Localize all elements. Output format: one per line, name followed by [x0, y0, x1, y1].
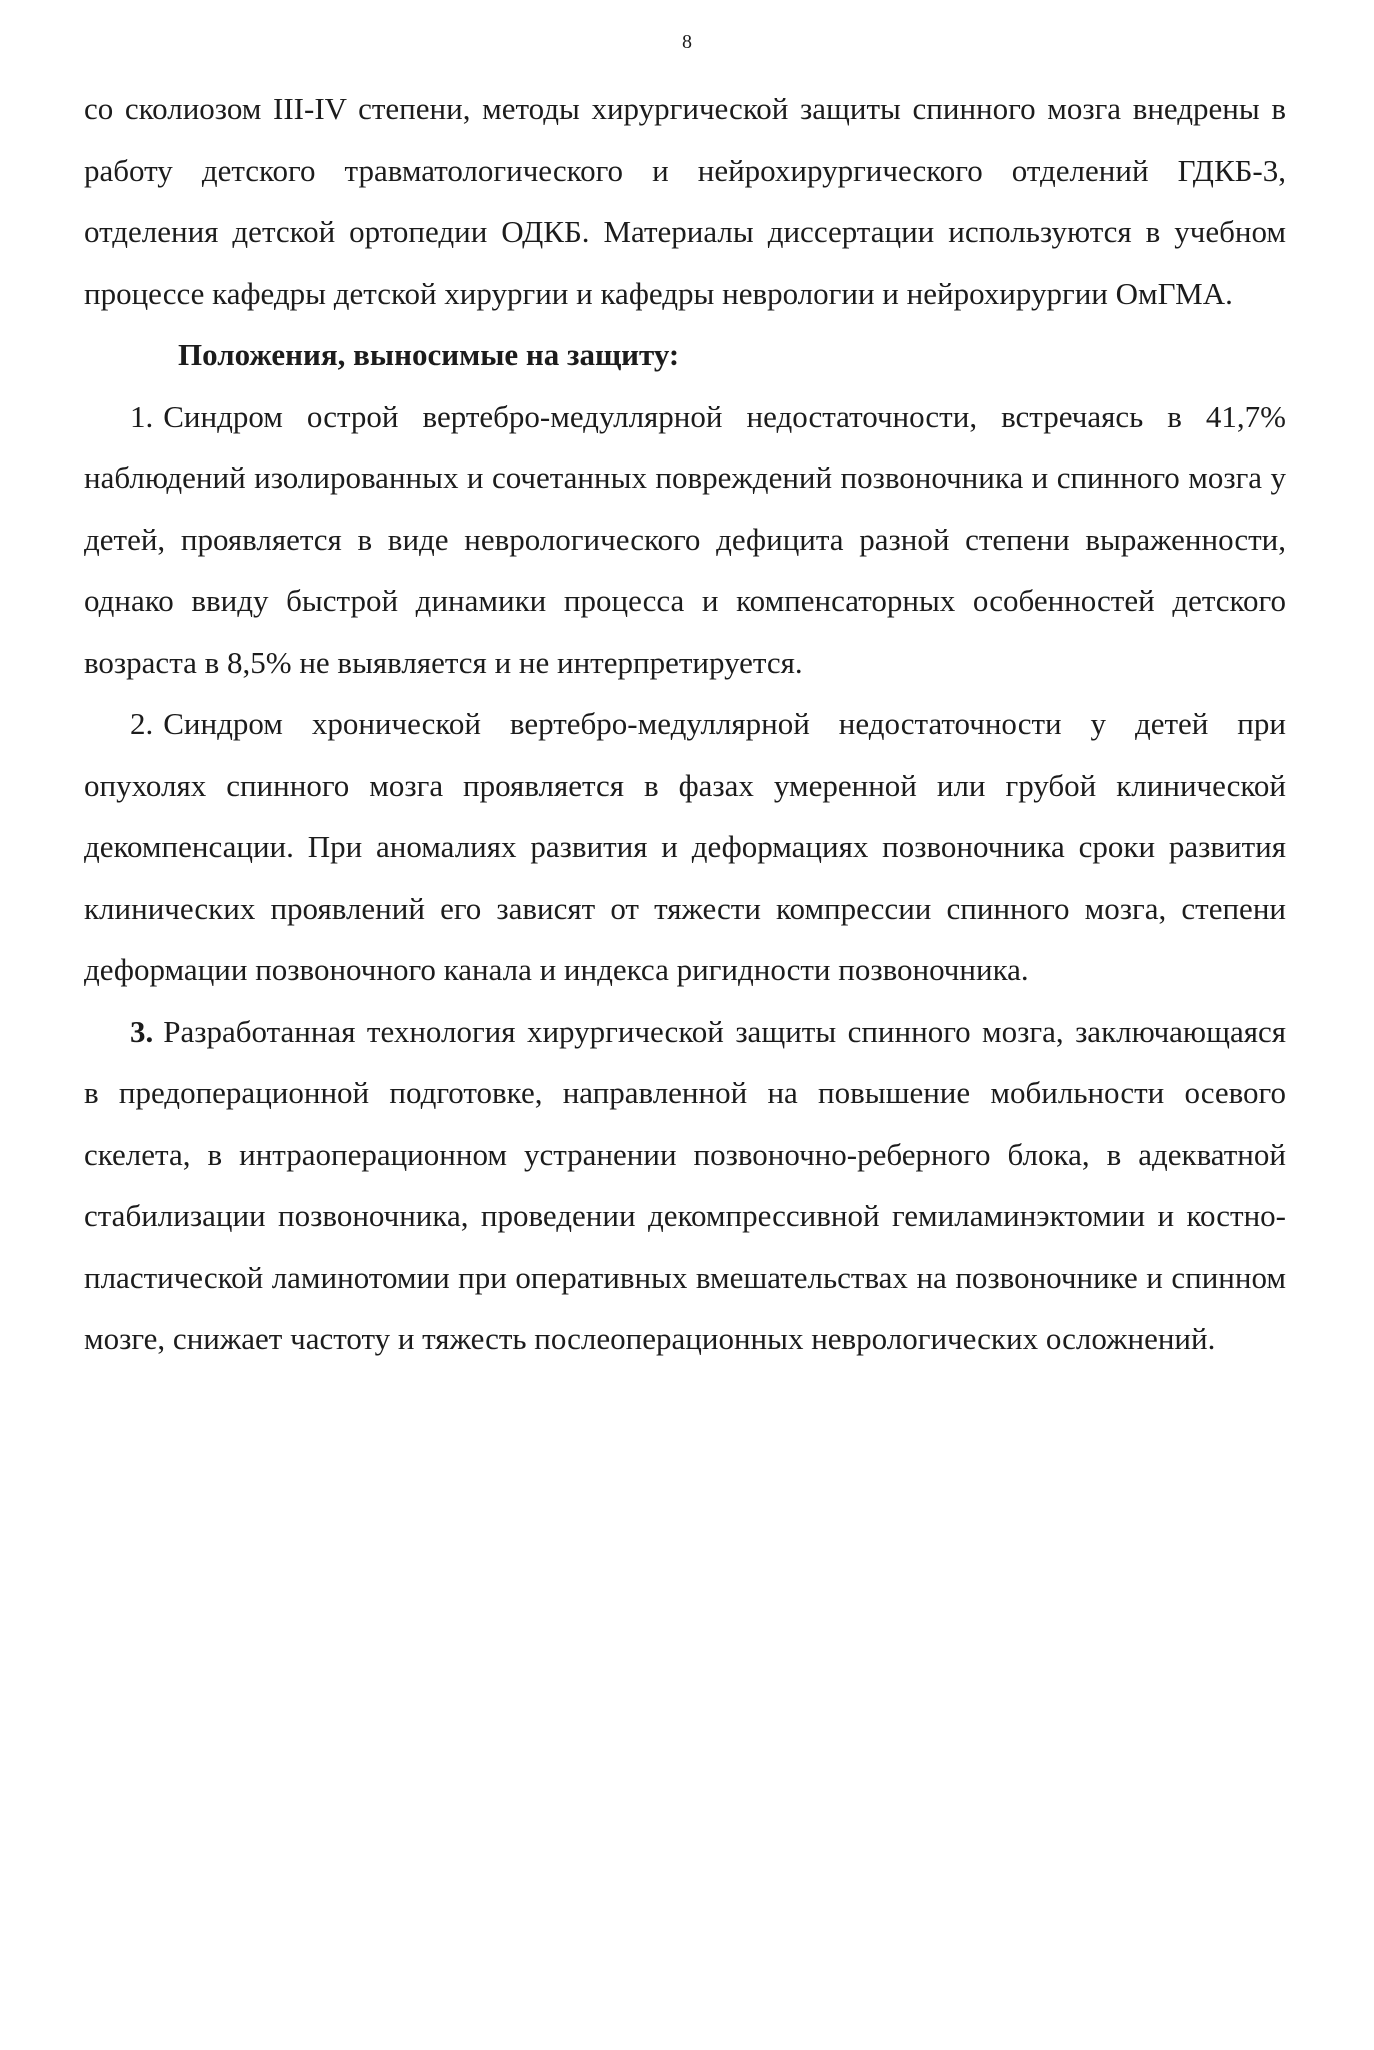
list-item-text: Разработанная технология хирургической защиты спинного мозга, заключающаяся в предоперационной подготовке, направленной на повышение мобильности осевого скелета, в интраоперационном устранении позвоночно-реберного блока, в адекватной стабилизации позвоночника, проведении декомпрессивной гемиламинэктомии и костно-пластической ламинотомии при оперативных вмешательствах на позвоночнике и спинном мозге, снижает частоту и тяжесть послеоперационных неврологических осложнений.	[84, 1013, 1286, 1356]
document-body	[84, 78, 1286, 1370]
list-item	[84, 1001, 1286, 1370]
section-heading: Положения, выносимые на защиту:	[178, 337, 680, 372]
list-item-text: Синдром острой вертебро-медуллярной недостаточности, встречаясь в 41,7% наблюдений изолированных и сочетанных повреждений позвоночника и спинного мозга у детей, проявляется в виде неврологического дефицита разной степени выраженности, однако ввиду быстрой динамики процесса и компенсаторных особенностей детского возраста в 8,5% не выявляется и не интерпретируется.	[84, 398, 1286, 680]
intro-paragraph: со сколиозом III-IV степени, методы хирургической защиты спинного мозга внедрены в работу детского травматологического и нейрохирургического отделений ГДКБ-3, отделения детской ортопедии ОДКБ. Материалы диссертации используются в учебном процессе кафедры детской хирургии и кафедры неврологии и нейрохирургии ОмГМА.	[84, 91, 1286, 311]
list-item-number: 2.	[130, 706, 154, 741]
list-item	[84, 386, 1286, 694]
list-item	[84, 693, 1286, 1001]
page-number: 8	[682, 31, 692, 53]
list-item-text: Синдром хронической вертебро-медуллярной недостаточности у детей при опухолях спинного мозга проявляется в фазах умеренной или грубой клинической декомпенсации. При аномалиях развития и деформациях позвоночника сроки развития клинических проявлений его зависят от тяжести компрессии спинного мозга, степени деформации позвоночного канала и индекса ригидности позвоночника.	[84, 706, 1286, 987]
list-item-number: 3.	[130, 1013, 154, 1049]
list-item-number: 1.	[130, 398, 154, 434]
